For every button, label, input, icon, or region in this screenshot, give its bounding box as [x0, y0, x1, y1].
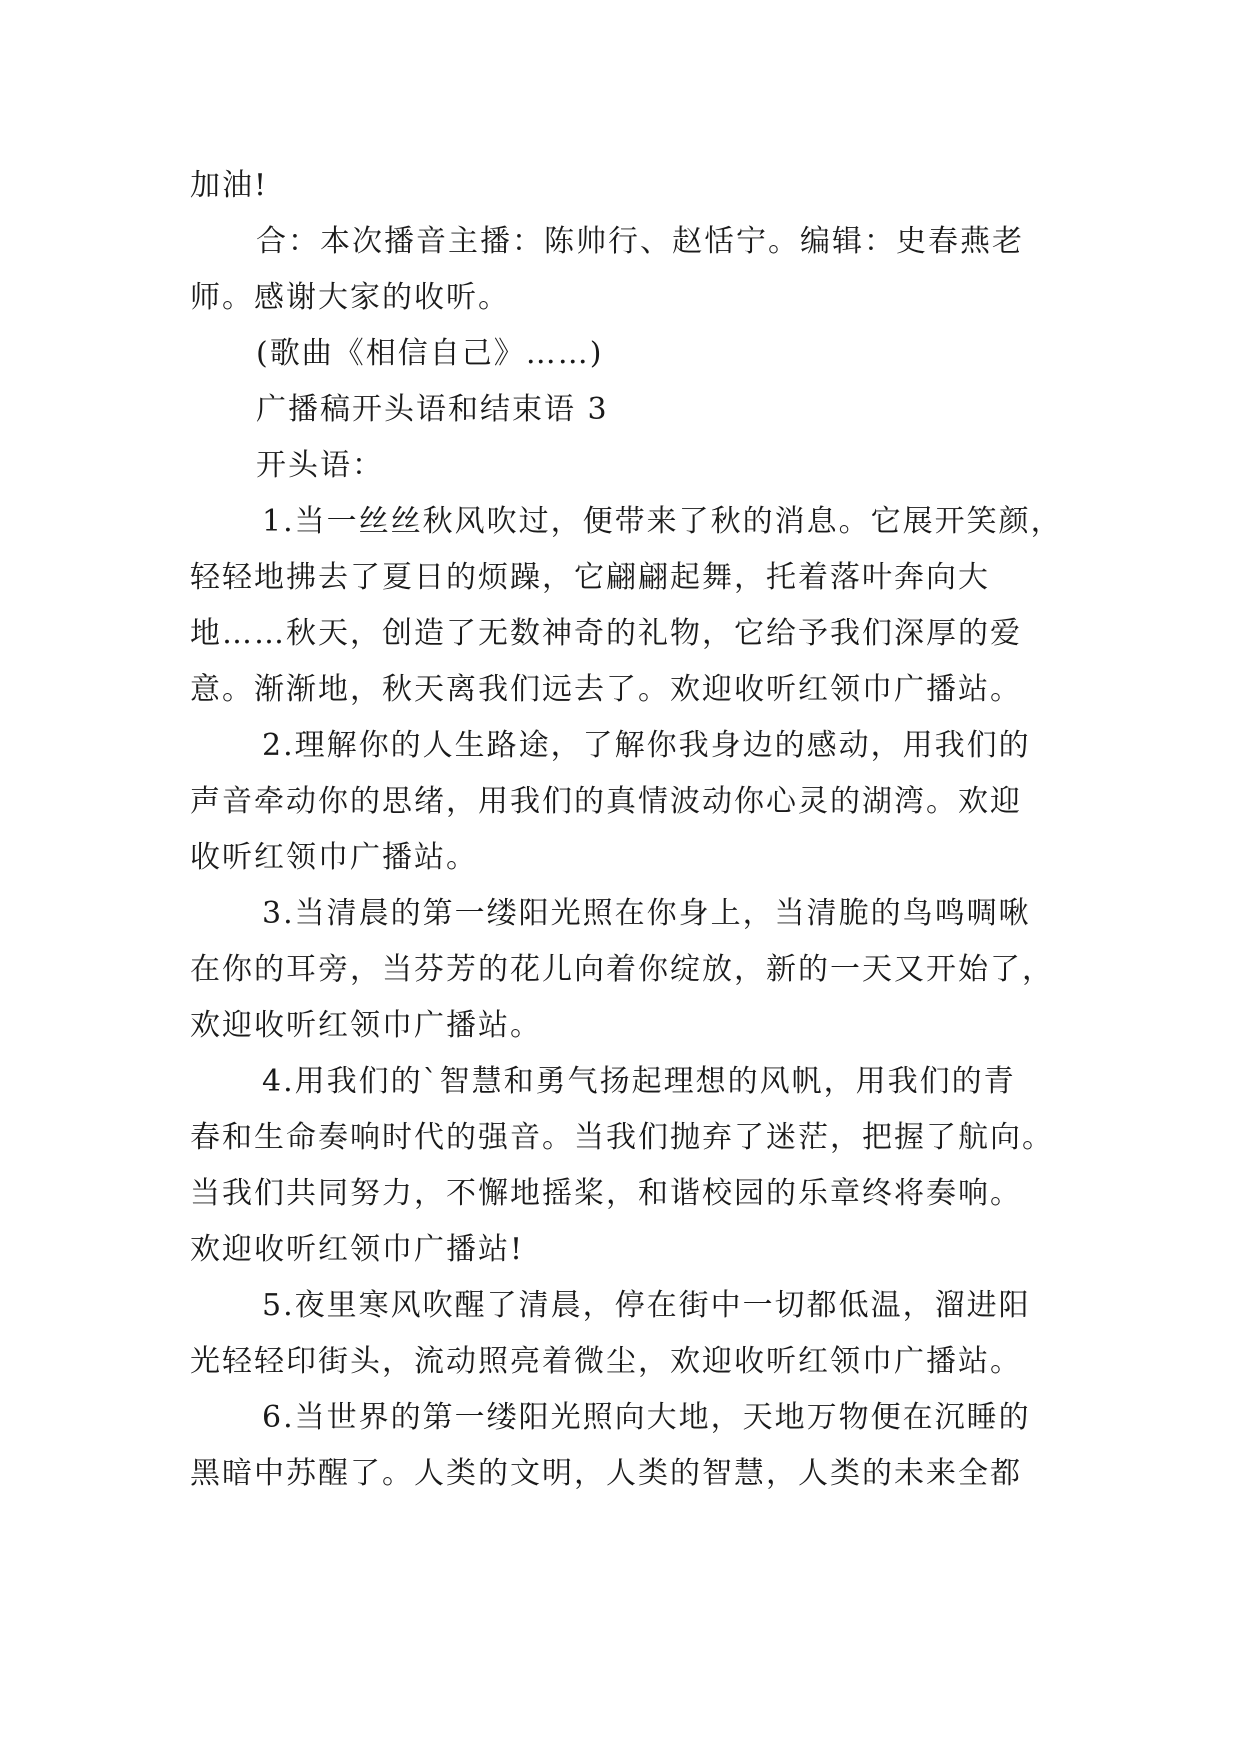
text-line: 光轻轻印街头，流动照亮着微尘，欢迎收听红领巾广播站。 [190, 1344, 1022, 1379]
text-line: 1.当一丝丝秋风吹过，便带来了秋的消息。它展开笑颜， [262, 504, 1063, 539]
text-line: 意。渐渐地，秋天离我们远去了。欢迎收听红领巾广播站。 [190, 672, 1022, 707]
text-line: 春和生命奏响时代的强音。当我们抛弃了迷茫，把握了航向。 [190, 1120, 1054, 1155]
text-line: 4.用我们的`智慧和勇气扬起理想的风帆，用我们的青 [262, 1064, 1016, 1099]
text-line: 3.当清晨的第一缕阳光照在你身上，当清脆的鸟鸣啁啾 [262, 896, 1031, 931]
text-line: 2.理解你的人生路途，了解你我身边的感动，用我们的 [262, 728, 1031, 763]
text-line: 当我们共同努力，不懈地摇桨，和谐校园的乐章终将奏响。 [190, 1176, 1022, 1211]
text-line: 合：本次播音主播：陈帅行、赵恬宁。编辑：史春燕老 [256, 224, 1024, 259]
text-line: 声音牵动你的思绪，用我们的真情波动你心灵的湖湾。欢迎 [190, 784, 1022, 819]
text-line: 黑暗中苏醒了。人类的文明，人类的智慧，人类的未来全都 [190, 1456, 1022, 1491]
text-line: 地……秋天，创造了无数神奇的礼物，它给予我们深厚的爱 [190, 616, 1022, 651]
text-line: 师。感谢大家的收听。 [190, 280, 510, 315]
text-line: 6.当世界的第一缕阳光照向大地，天地万物便在沉睡的 [262, 1400, 1031, 1435]
text-line: 开头语： [256, 448, 384, 483]
text-line: 欢迎收听红领巾广播站! [190, 1232, 525, 1267]
text-line: (歌曲《相信自己》……) [256, 336, 604, 371]
text-line: 轻轻地拂去了夏日的烦躁，它翩翩起舞，托着落叶奔向大 [190, 560, 990, 595]
text-line: 5.夜里寒风吹醒了清晨，停在街中一切都低温，溜进阳 [262, 1288, 1031, 1323]
text-line: 在你的耳旁，当芬芳的花儿向着你绽放，新的一天又开始了， [190, 952, 1054, 987]
text-line: 加油! [190, 168, 269, 203]
document-body [190, 158, 1070, 1502]
text-line: 欢迎收听红领巾广播站。 [190, 1008, 542, 1043]
text-line: 收听红领巾广播站。 [190, 840, 478, 875]
text-line: 广播稿开头语和结束语 3 [256, 392, 609, 427]
